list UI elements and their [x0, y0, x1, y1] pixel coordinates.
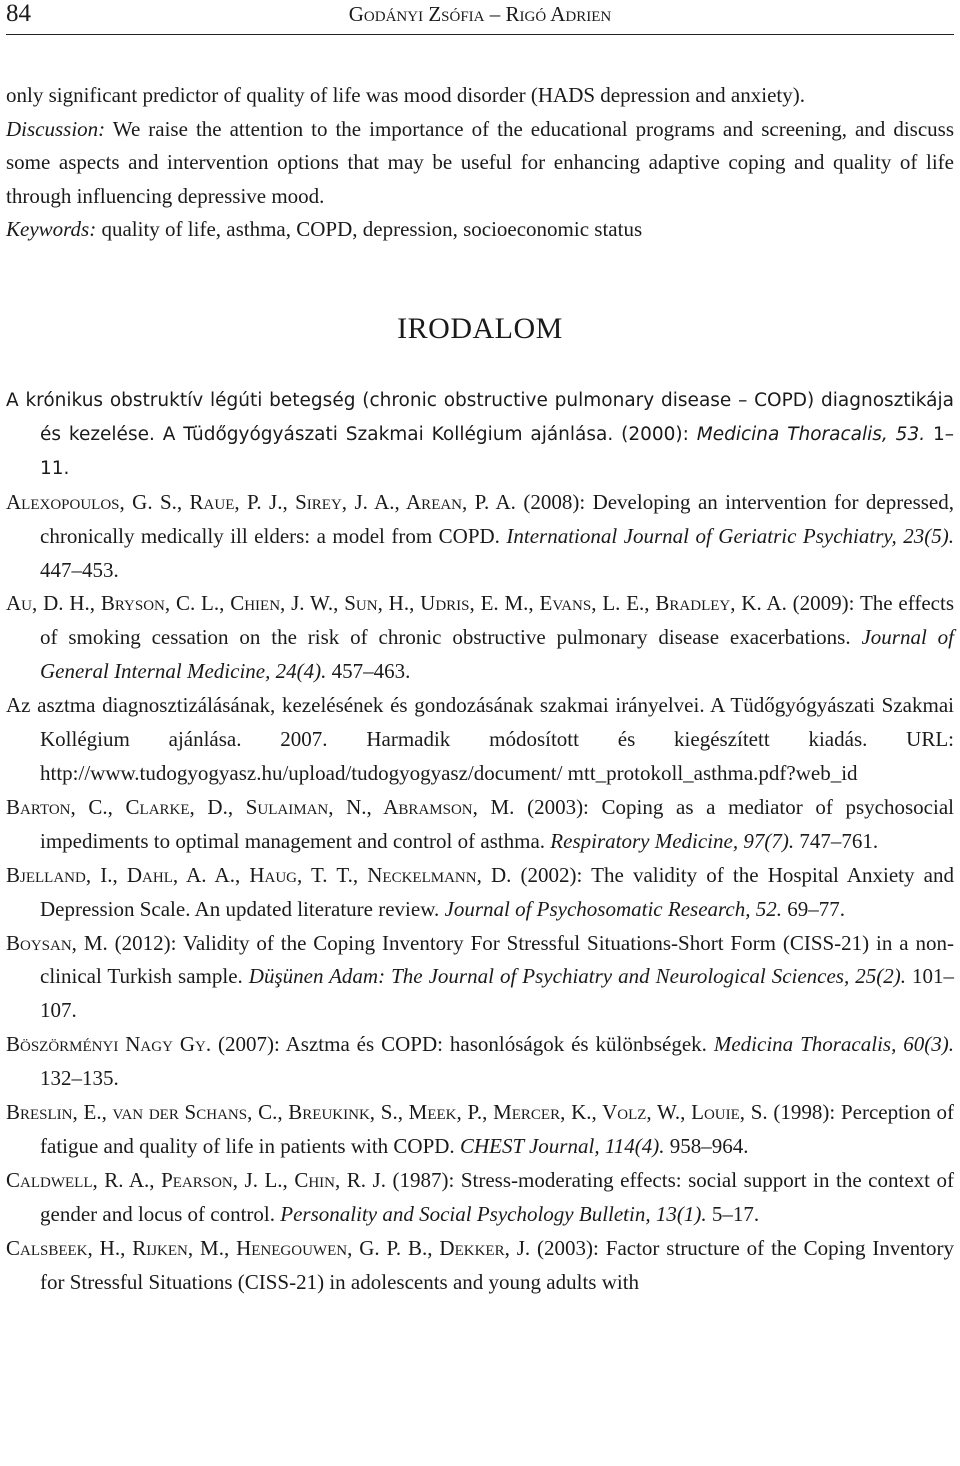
keywords-text: quality of life, asthma, COPD, depression, socioeconomic status — [96, 217, 643, 242]
abstract-keywords — [6, 213, 954, 247]
reference-entry: Barton, C., Clarke, D., Sulaiman, N., Abramson, M. (2003): Coping as a mediator of psychosocial impediments to optimal management and control of asthma. Respiratory Medicine, 97(7). 747–761. — [6, 794, 954, 853]
abstract-discussion — [6, 113, 954, 214]
page-header — [0, 0, 960, 38]
reference-entry: Az asztma diagnosztizálásának, kezelésének és gondozásának szakmai irányelvei. A Tüdőgyógyászati Szakmai Kollégium ajánlása. 2007. Harmadik módosított és kiegészített kiadás. URL: http://www.tudogyogyasz.hu/upload/tudogyogyasz/document/ mtt_protokoll_asthma.pdf?web_id — [6, 693, 954, 785]
reference-entry: Breslin, E., van der Schans, C., Breukink, S., Meek, P., Mercer, K., Volz, W., Louie, S. (1998): Perception of fatigue and quality of life in patients with COPD. CHEST Journal, 114(4). 958–964. — [6, 1100, 954, 1158]
reference-entry: A krónikus obstruktív légúti betegség (chronic obstructive pulmonary disease – COPD) diagnosztikája és kezelése. A Tüdőgyógyászati Szakmai Kollégium ajánlása. (2000): Medicina Thoracalis, 53. 1–11. — [6, 390, 955, 479]
reference-entry: Böszörményi Nagy Gy. (2007): Asztma és COPD: hasonlóságok és különbségek. Medicina Thoracalis, 60(3). 132–135. — [6, 1032, 954, 1091]
discussion-text: We raise the attention to the importance of the educational programs and screening, and discuss some aspects and intervention options that may be useful for enhancing adaptive coping and quality of life through influencing depressive mood. — [6, 116, 954, 208]
keywords-label: Keywords: — [6, 217, 97, 242]
reference-entry: Alexopoulos, G. S., Raue, P. J., Sirey, J. A., Arean, P. A. (2008): Developing an intervention for depressed, chronically medically ill elders: a model from COPD. International Journal of Geriatric Psychiatry, 23(5). 447–453. — [6, 489, 955, 582]
reference-entry: Au, D. H., Bryson, C. L., Chien, J. W., Sun, H., Udris, E. M., Evans, L. E., Bradley, K. A. (2009): The effects of smoking cessation on the risk of chronic obstructive pulmonary disease exacerbations. Journal of General Internal Medicine, 24(4). 457–463. — [6, 591, 954, 684]
reference-entry: Caldwell, R. A., Pearson, J. L., Chin, R. J. (1987): Stress-moderating effects: social support in the context of gender and locus of control. Personality and Social Psychology Bulletin, 13(1). 5–17. — [6, 1167, 954, 1226]
page-number: 84 — [6, 0, 31, 27]
reference-entry: Boysan, M. (2012): Validity of the Coping Inventory For Stressful Situations-Short Form (CISS-21) in a non-clinical Turkish sample. Düşünen Adam: The Journal of Psychiatry and Neurological Sciences, 25(2). 101–107. — [6, 930, 954, 1023]
abstract-first-line: only significant predictor of quality of life was mood disorder (HADS depression and anxiety). — [6, 83, 805, 107]
section-title: IRODALOM — [397, 312, 563, 345]
reference-entry: Calsbeek, H., Rijken, M., Henegouwen, G. P. B., Dekker, J. (2003): Factor structure of the Coping Inventory for Stressful Situations (CISS-21) in adolescents and young adults with — [6, 1235, 954, 1294]
running-head: Godányi Zsófia – Rigó Adrien — [348, 2, 612, 26]
discussion-label: Discussion: — [6, 116, 106, 141]
header-rule — [6, 34, 954, 35]
abstract-continuation — [6, 79, 954, 247]
reference-entry: Bjelland, I., Dahl, A. A., Haug, T. T., Neckelmann, D. (2002): The validity of the Hospital Anxiety and Depression Scale. An updated literature review. Journal of Psychosomatic Research, 52. 69–77. — [6, 862, 954, 921]
reference-list — [6, 384, 954, 1299]
